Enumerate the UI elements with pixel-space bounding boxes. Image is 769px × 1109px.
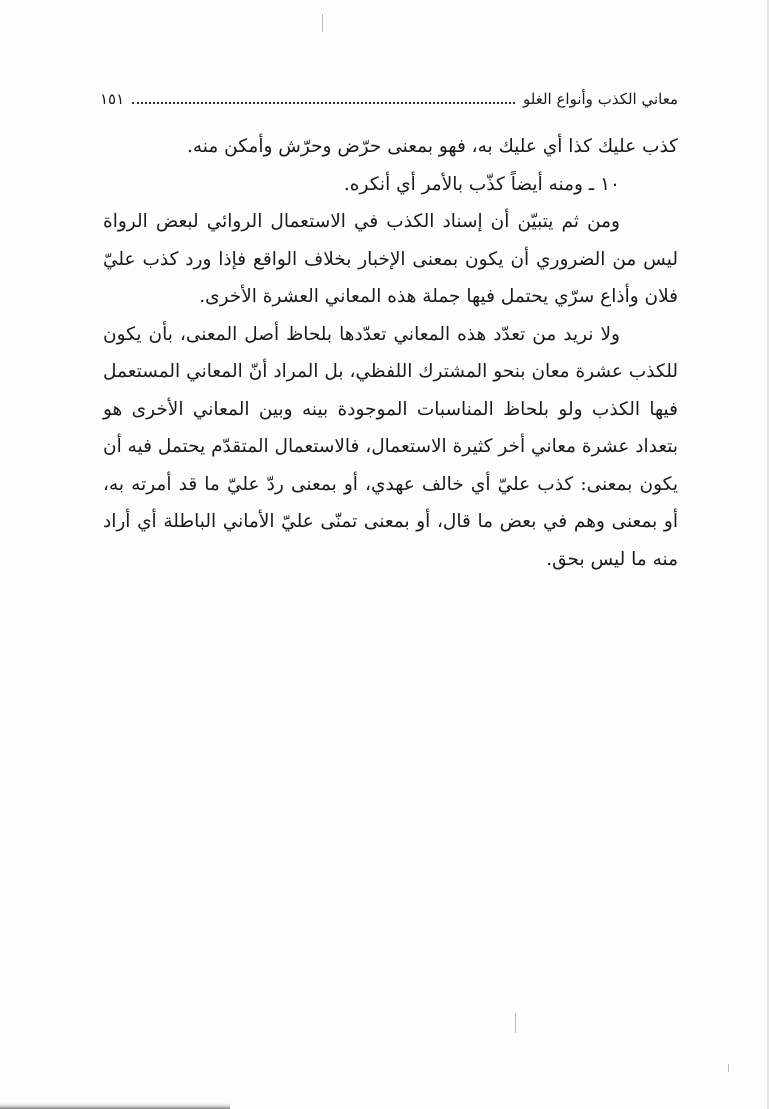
paragraph-continuation: كذب عليك كذا أي عليك به، فهو بمعنى حرّض وحرّش وأمكن منه.: [186, 136, 678, 157]
page-number: ١٥١: [100, 90, 125, 108]
leader-dots: [132, 102, 515, 104]
paragraph-meanings: ولا نريد من تعدّد هذه المعاني تعدّدها بلحاظ أصل المعنى، بأن يكون للكذب عشرة معان بنحو المشترك اللفظي، بل المراد أنّ المعاني المستعمل فيها الكذب ولو بلحاظ المناسبات الموجودة بينه وبين المعاني الأخرى هو بتعداد عشرة معاني أخر كثيرة الاستعمال، فالاستعمال المتقدّم يحتمل فيه أن يكون بمعنى: كذب عليّ أي خالف عهدي، أو بمعنى ردّ عليّ ما قد أمرته به، أو بمعنى وهم في بعض ما قال، أو بمعنى تمنّى عليّ الأماني الباطلة أي أراد منه ما ليس بحق.: [103, 323, 678, 570]
page-header: [100, 86, 678, 112]
scan-speck: [728, 1064, 729, 1072]
scan-shadow-bottom: [0, 1103, 230, 1109]
scan-speck: [322, 14, 323, 32]
body-text: [103, 128, 678, 578]
paragraph-attribution: ومن ثم يتبيّن أن إسناد الكذب في الاستعمال الروائي لبعض الرواة ليس من الضروري أن يكون بمعنى الإخبار بخلاف الواقع فإذا ورد كذب عليّ فلان وأذاع سرّي يحتمل فيها جملة هذه المعاني العشرة الأخرى.: [103, 211, 678, 307]
scan-speck: [515, 1013, 516, 1033]
running-title: معاني الكذب وأنواع الغلو: [523, 90, 678, 108]
paragraph-item-ten: ١٠ ـ ومنه أيضاً كذّب بالأمر أي أنكره.: [343, 173, 620, 195]
